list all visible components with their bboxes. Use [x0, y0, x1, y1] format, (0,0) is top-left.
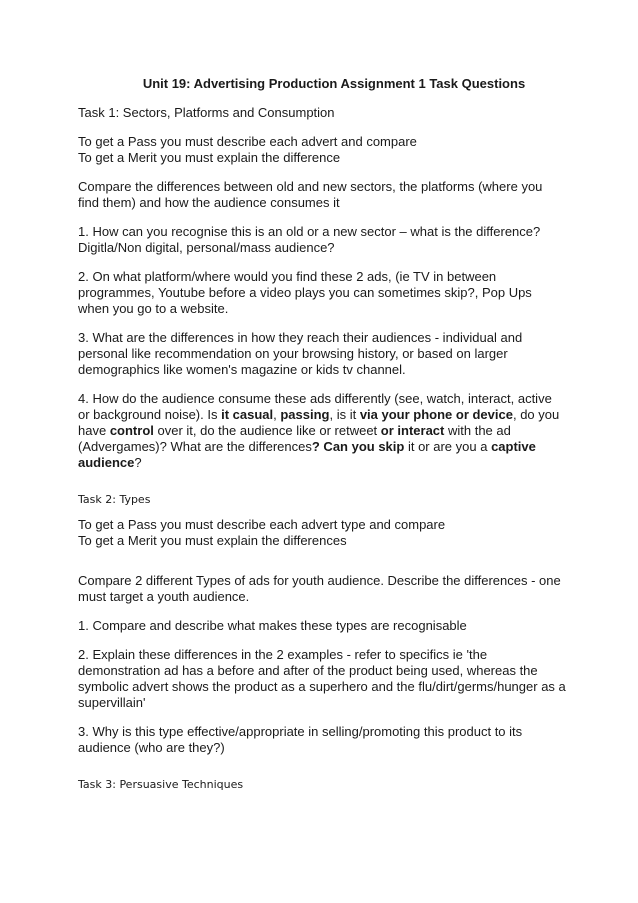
task2-intro	[78, 573, 568, 605]
question-line: demographics like women's magazine or kids tv channel.	[78, 362, 406, 377]
question-line: 1. How can you recognise this is an old or a new sector – what is the difference?	[78, 224, 541, 239]
task1-question-1	[78, 224, 568, 256]
bold-text-run: audience	[78, 455, 135, 470]
task1-question-2	[78, 269, 568, 317]
question-line: 4. How do the audience consume these ads differently (see, watch, interact, active	[78, 391, 552, 406]
question-line: programmes, Youtube before a video plays you can sometimes skip?, Pop Ups	[78, 285, 532, 300]
text-run: , do you	[512, 407, 560, 422]
question-line	[78, 423, 568, 439]
task3-heading: Task 3: Persuasive Techniques	[78, 778, 244, 791]
bold-text-run: captive	[491, 439, 536, 454]
document-title: Unit 19: Advertising Production Assignment 1 Task Questions	[142, 76, 526, 91]
bold-text-run: or interact	[380, 423, 445, 438]
bold-text-run: via your phone or device	[359, 407, 513, 422]
text-run: ?	[134, 455, 142, 470]
question-line: personal like recommendation on your browsing history, or based on larger	[78, 346, 508, 361]
task1-heading: Task 1: Sectors, Platforms and Consumption	[78, 105, 335, 120]
text-run: ,	[273, 407, 281, 422]
question-line: 2. Explain these differences in the 2 examples - refer to specifics ie 'the	[78, 647, 488, 662]
question-line: Digitla/Non digital, personal/mass audience?	[78, 240, 335, 255]
question-line: 3. Why is this type effective/appropriate in selling/promoting this product to its	[78, 724, 523, 739]
task2-merit-criteria: To get a Merit you must explain the differences	[78, 533, 347, 548]
task2-question-1: 1. Compare and describe what makes these types are recognisable	[78, 618, 467, 633]
question-line: 2. On what platform/where would you find these 2 ads, (ie TV in between	[78, 269, 497, 284]
task2-heading: Task 2: Types	[78, 493, 151, 506]
task1-question-3	[78, 330, 568, 378]
text-run: have	[78, 423, 110, 438]
question-line: symbolic advert shows the product as a superhero and the flu/dirt/germs/hunger as a	[78, 679, 566, 694]
question-line: 3. What are the differences in how they reach their audiences - individual and	[78, 330, 523, 345]
text-run: over it, do the audience like or retweet	[153, 423, 381, 438]
text-run: or background noise). Is	[78, 407, 222, 422]
question-line: supervillain'	[78, 695, 146, 710]
task1-intro	[78, 179, 568, 211]
task1-criteria	[78, 134, 568, 166]
question-line: when you go to a website.	[78, 301, 229, 316]
question-line	[78, 455, 568, 471]
task1-intro-line: Compare the differences between old and new sectors, the platforms (where you	[78, 179, 543, 194]
text-run: it or are you a	[404, 439, 492, 454]
bold-text-run: ? Can you skip	[311, 439, 405, 454]
text-run: (Advergames)? What are the differences	[78, 439, 312, 454]
task1-pass-criteria: To get a Pass you must describe each advert and compare	[78, 134, 417, 149]
task2-intro-line: Compare 2 different Types of ads for youth audience. Describe the differences - one	[78, 573, 561, 588]
task2-intro-line: must target a youth audience.	[78, 589, 250, 604]
question-line: demonstration ad has a before and after of the product being used, whereas the	[78, 663, 538, 678]
text-run: , is it	[329, 407, 360, 422]
task1-question-4	[78, 391, 568, 471]
task1-merit-criteria: To get a Merit you must explain the difference	[78, 150, 341, 165]
text-run: with the ad	[444, 423, 511, 438]
task2-criteria	[78, 517, 568, 549]
question-line: audience (who are they?)	[78, 740, 225, 755]
bold-text-run: it casual	[221, 407, 274, 422]
document-body	[78, 76, 568, 802]
task2-pass-criteria: To get a Pass you must describe each advert type and compare	[78, 517, 446, 532]
bold-text-run: passing	[280, 407, 330, 422]
question-line	[78, 439, 568, 455]
task2-question-2	[78, 647, 568, 711]
task2-question-3	[78, 724, 568, 756]
question-line	[78, 407, 568, 423]
bold-text-run: control	[109, 423, 154, 438]
task1-intro-line: find them) and how the audience consumes it	[78, 195, 340, 210]
